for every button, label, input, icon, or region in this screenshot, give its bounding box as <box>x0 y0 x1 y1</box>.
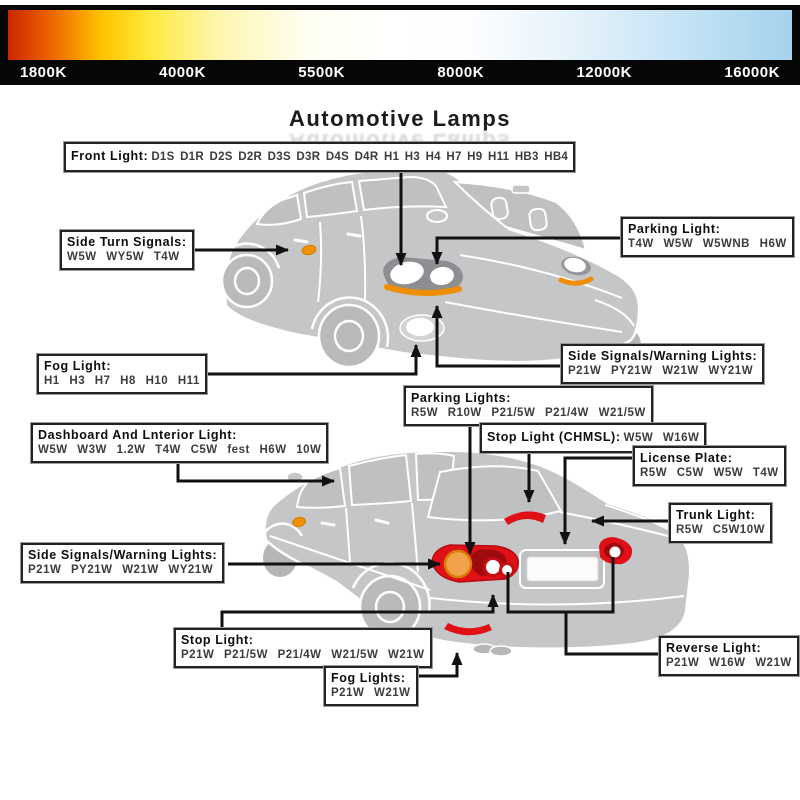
kelvin-label-8000: 8000K <box>437 64 485 81</box>
callout-values: R5W C5W W5W T4W <box>640 467 779 480</box>
callout-values: P21W PY21W W21W WY21W <box>28 564 214 577</box>
callout-title: Fog Lights: <box>331 671 406 685</box>
callout-values: P21W PY21W W21W WY21W <box>568 365 754 378</box>
kelvin-label-5500: 5500K <box>298 64 345 81</box>
callout-title: Side Signals/Warning Lights: <box>568 349 758 363</box>
callout-values: W5W W16W <box>623 432 700 444</box>
callout-title: Stop Light (CHMSL): <box>487 430 621 444</box>
fog-lamp-bulb <box>406 318 434 336</box>
callout-title: License Plate: <box>640 451 733 465</box>
front-car-front-wheel <box>319 305 379 367</box>
callout-values: D1S D1R D2S D2R D3S D3R D4S D4R H1 H3 H4 H7 H9 H11 HB3 HB4 <box>151 151 569 163</box>
kelvin-label-16000: 16000K <box>724 64 780 81</box>
rear-car-front-window <box>297 468 345 508</box>
license-plate <box>527 557 598 581</box>
callout-title: Stop Light: <box>181 633 254 647</box>
callout-values: P21W W21W <box>331 687 411 700</box>
callout-values: R5W C5W10W <box>676 524 765 537</box>
front-car-rear-wheel <box>222 255 272 307</box>
callout-title: Front Light: <box>71 149 149 163</box>
callout-side-signals-rear <box>21 543 224 583</box>
front-car-seat-headrest <box>529 208 548 231</box>
callout-fog-light-front <box>37 354 207 394</box>
stop-lamp-bulb <box>486 560 500 574</box>
callout-title: Parking Lights: <box>411 391 511 405</box>
callout-values: W5W WY5W T4W <box>67 251 180 264</box>
rear-turn-signal-lamp <box>445 551 471 577</box>
callout-values: H1 H3 H7 H8 H10 H11 <box>44 375 200 388</box>
license-plate-area <box>520 550 604 588</box>
callout-reverse-light <box>659 636 799 676</box>
callout-trunk-light <box>669 503 772 543</box>
callout-parking-lights-rear <box>404 386 653 426</box>
callout-values: W5W W3W 1.2W T4W C5W fest H6W 10W <box>38 444 322 457</box>
callout-title: Side Turn Signals: <box>67 235 187 249</box>
kelvin-bar <box>0 5 800 85</box>
kelvin-label-1800: 1800K <box>20 64 67 81</box>
callout-values: P21W P21/5W P21/4W W21/5W W21W <box>181 649 425 662</box>
callout-parking-light <box>621 217 794 257</box>
callout-title: Reverse Light: <box>666 641 762 655</box>
kelvin-label-4000: 4000K <box>159 64 206 81</box>
callout-title: Trunk Light: <box>676 508 756 522</box>
tail-light-cluster <box>432 545 518 582</box>
front-car-door-mirror <box>427 210 447 222</box>
callout-title: Fog Light: <box>44 359 112 373</box>
kelvin-label-12000: 12000K <box>576 64 632 81</box>
callout-side-turn-signals <box>60 230 194 270</box>
callout-title: Parking Light: <box>628 222 721 236</box>
callout-title: Side Signals/Warning Lights: <box>28 548 218 562</box>
callout-side-signals-front <box>561 344 764 384</box>
front-car-seat-headrest <box>490 197 508 220</box>
front-car <box>213 168 642 369</box>
front-car-mirror-inner <box>512 185 530 193</box>
headlight-cluster <box>383 257 463 294</box>
page-title: Automotive Lamps <box>288 106 512 131</box>
exhaust-tip <box>490 646 512 656</box>
callout-fog-lights-rear <box>324 666 418 706</box>
callout-values: T4W W5W W5WNB H6W <box>628 238 787 251</box>
callout-stop-light-rear <box>174 628 432 668</box>
callout-front-light <box>64 142 575 172</box>
callout-title: Dashboard And Lnterior Light: <box>38 428 237 442</box>
callout-values: R5W R10W P21/5W P21/4W W21/5W <box>411 407 646 420</box>
kelvin-labels <box>8 60 792 85</box>
callout-license-plate <box>633 446 786 486</box>
kelvin-gradient <box>8 10 792 60</box>
rear-windshield <box>428 466 561 520</box>
callout-dashboard-interior <box>31 423 328 463</box>
far-reverse-lamp-bulb <box>610 547 621 558</box>
callout-values: P21W W16W W21W <box>666 657 792 670</box>
